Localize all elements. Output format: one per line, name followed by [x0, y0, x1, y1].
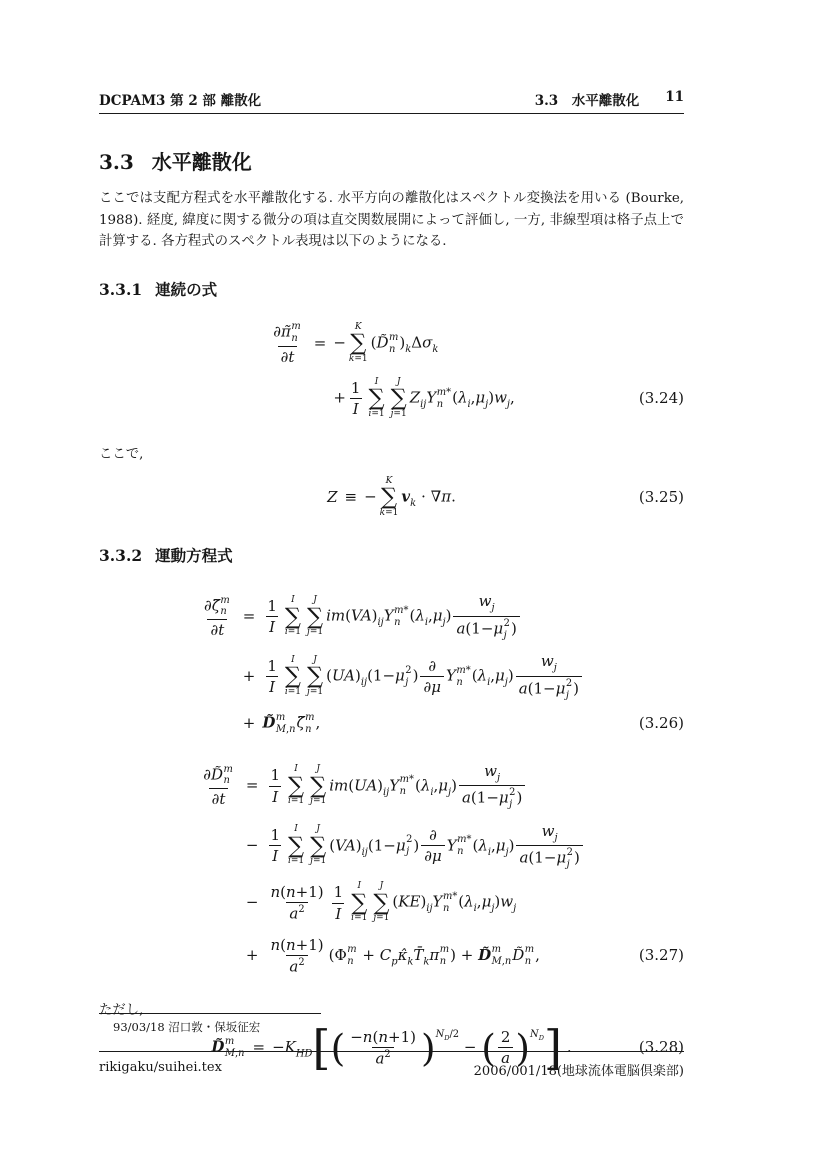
section-title: 水平離散化 [151, 150, 252, 174]
subsection-number: 3.3.2 [99, 546, 143, 566]
equation-3.25 [99, 476, 684, 519]
equation-relation: = [313, 333, 327, 352]
equation-relation: = [242, 607, 256, 626]
equation-rhs: $\frac{1}{I}$ I ∑ i=1 J ∑ j=1 $im(UA)_{ij}Y$ m* n $(\lambda_i,\mu_j)$ $w_j$ a(1−μ 2 j ) [265, 762, 527, 811]
equation-rhs: + $\frac{1}{I}$ I ∑ i=1 J ∑ j=1 $Z_{ij}Y$ m* n $(\lambda_i,\mu_j)w_j$, [333, 376, 515, 419]
equation-number: (3.28) [638, 1037, 684, 1056]
page-content [99, 0, 684, 1091]
equation-3.24 [99, 321, 684, 420]
equation-lhs: ∂π̃ m n ∂t [273, 321, 301, 366]
header-left-title: DCPAM3 第 2 部 離散化 [99, 93, 262, 109]
equation-3.26 [99, 592, 684, 735]
subsection-title: 運動方程式 [155, 546, 233, 566]
equation-rhs: $\frac{1}{I}$ I ∑ i=1 J ∑ j=1 $(VA)_{ij}(1-\mu$ 2 j ) ∂ ∂μ Y m* n $(\lambda_i,\mu_j)$ $w_j$ a(1−μ 2 j ) [265, 822, 584, 871]
subsection-title: 連続の式 [155, 280, 218, 300]
section-heading [99, 150, 684, 175]
equation-rhs: $\frac{1}{I}$ I ∑ i=1 J ∑ j=1 $(UA)_{ij}(1-\mu$ 2 j ) ∂ ∂μ Y m* n $(\lambda_i,\mu_j)$ $w_j$ a(1−μ 2 j ) [262, 652, 584, 701]
equation-rhs: $-K_{HD}$ [ ( $\frac{-n(n+1)}{a^2}$ ) $^{N_D/2}$ − ( $\frac{2}{a}$ ) $^{N_D}$ ] . [272, 1020, 572, 1075]
subsection-heading-continuity [99, 280, 684, 300]
equation-relation: − [245, 836, 259, 855]
equation-lhs: ∂D̃ m n ∂t [203, 763, 233, 809]
equation-rhs: $\frac{n(n+1)}{a^2}$ (Φ m n + $C_p\kappâ_kT̄_k\pi$ m n ) + D̃ m M,n D̃ m n , [270, 935, 540, 976]
intro-paragraph: ここでは支配方程式を水平離散化する. 水平方向の離散化はスペクトル変換法を用いる (Bourke, 1988). 経度, 緯度に関する微分の項は直交関数展開によって評価し, 一方, 非線型項は格子点上で計算する. 各方程式のスペクトル表現は以下のようになる. [99, 191, 684, 250]
subsection-number: 3.3.1 [99, 280, 143, 300]
header-page-number: 11 [665, 89, 684, 105]
equation-relation: = [245, 776, 259, 795]
footnote [99, 1013, 684, 1035]
footnote-rule [99, 1013, 321, 1014]
footer-left-path: rikigaku/suihei.tex [99, 1060, 222, 1075]
equation-relation: − [245, 893, 259, 912]
header-right [535, 89, 684, 109]
section-number: 3.3 [99, 150, 134, 174]
equation-number: (3.27) [638, 945, 684, 964]
equation-number: (3.24) [638, 388, 684, 407]
lead-kokode: ここで, [99, 447, 144, 463]
subsection-heading-motion [99, 546, 684, 566]
equation-rhs: − K ∑ k=1 (D̃ m n )$_k\Delta\sigma_k$ [333, 321, 439, 364]
equation-lhs: Z [327, 487, 338, 506]
equation-relation: + [242, 667, 256, 686]
footnote-text: 93/03/18 沼口敦・保坂征宏 [113, 1020, 261, 1034]
page-footer [99, 1051, 684, 1079]
equation-number: (3.25) [638, 487, 684, 506]
footer-right-credit: 2006/001/18(地球流体電脳倶楽部) [473, 1064, 684, 1079]
equation-number: (3.26) [638, 714, 684, 733]
equation-lhs: ∂ζ̃ m n ∂t [203, 594, 230, 639]
equation-relation: + [245, 945, 259, 964]
equation-rhs: $\frac{1}{I}$ I ∑ i=1 J ∑ j=1 $im(VA)_{ij}Y$ m* n $(\lambda_i,\mu_j)$ $w_j$ a(1−μ 2 j ) [262, 592, 521, 641]
equation-lhs: D̃ m M,n [211, 1035, 245, 1059]
equation-relation: ≡ [344, 487, 358, 506]
equation-rhs: D̃ m M,n ζ̃ m n , [262, 712, 321, 735]
equation-3.27 [99, 762, 684, 976]
lead-tadashi: ただし, [99, 1002, 144, 1018]
equation-relation: = [252, 1037, 266, 1056]
running-header [99, 0, 684, 114]
equation-rhs: $\frac{n(n+1)}{a^2}$ $\frac{1}{I}$ I ∑ i=1 J ∑ j=1 $(KE)_{ij}Y$ m* n $(\lambda_i,\mu_j)w_j$ [270, 881, 517, 924]
equation-relation: + [242, 714, 256, 733]
header-right-section: 3.3 水平離散化 [534, 93, 640, 109]
equation-rhs: − K ∑ k=1 $v_k \cdot \nabla\pi$. [364, 476, 456, 519]
